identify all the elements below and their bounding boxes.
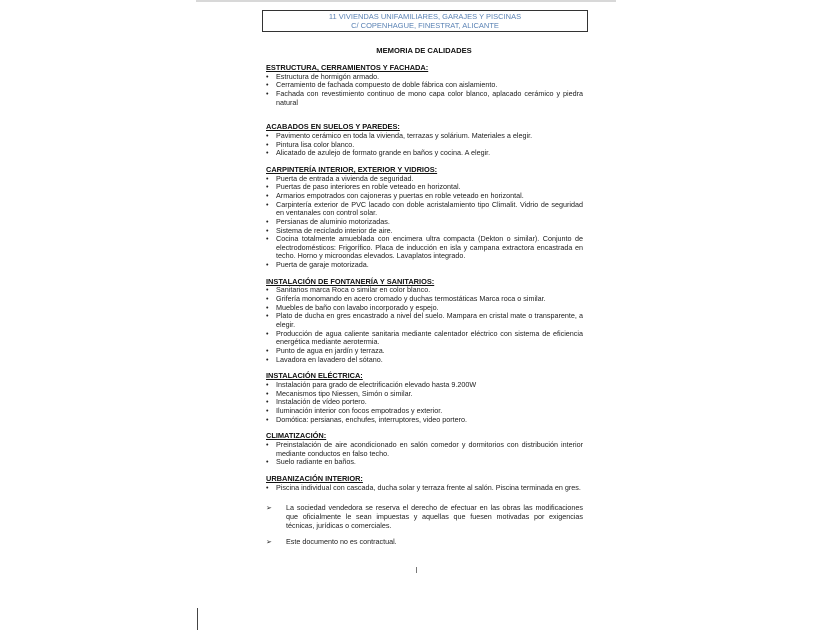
list-item: • Puertas de paso interiores en roble veteado en horizontal. [266, 183, 583, 192]
list-item: • Producción de agua caliente sanitaria mediante calentador eléctrico con sistema de eficiencia energética mediante aerotermia. [266, 330, 583, 347]
list-item: • Sanitarios marca Roca o similar en color blanco. [266, 286, 583, 295]
list-item: • Persianas de aluminio motorizadas. [266, 218, 583, 227]
list-item: • Punto de agua en jardín y terraza. [266, 347, 583, 356]
scan-edge-left [197, 608, 198, 630]
section-title: ESTRUCTURA, CERRAMIENTOS Y FACHADA: [266, 63, 429, 72]
list-item: • Domótica: persianas, enchufes, interruptores, video portero. [266, 416, 583, 425]
list-item: • Carpintería exterior de PVC lacado con doble acristalamiento tipo Climalit. Vidrio de seguridad en ventanales con control solar. [266, 201, 583, 218]
section-carpinteria [266, 166, 583, 270]
section-fontaneria [266, 278, 583, 365]
project-address: C/ COPENHAGUE, FINESTRAT, ALICANTE [351, 21, 499, 30]
document-title: MEMORIA DE CALIDADES [376, 46, 472, 55]
document-body [266, 64, 583, 547]
project-title: 11 VIVIENDAS UNIFAMILIARES, GARAJES Y PISCINAS [328, 12, 522, 21]
arrow-bullet-icon: ➢ [266, 503, 273, 513]
list-item: • Instalación de vídeo portero. [266, 398, 583, 407]
section-title: INSTALACIÓN DE FONTANERÍA Y SANITARIOS: [266, 276, 435, 286]
list-item: • Cocina totalmente amueblada con encimera ultra compacta (Dekton o similar). Conjunto de electrodomésticos: Frigorífico. Placa de inducción en isla y campana extractora encastrada en techo. Horno y microondas elevados. Lavaplatos integrado. [266, 235, 583, 261]
section-climatizacion [266, 432, 583, 467]
section-title: INSTALACIÓN ELÉCTRICA: [266, 371, 363, 381]
section-title: ACABADOS EN SUELOS Y PAREDES: [266, 122, 400, 132]
list-item: • Armarios empotrados con cajoneras y puertas en roble veteado en horizontal. [266, 192, 583, 201]
arrow-bullet-icon: ➢ [266, 537, 273, 547]
list-item: • Alicatado de azulejo de formato grande en baños y cocina. A elegir. [266, 149, 583, 158]
disclaimer-text: La sociedad vendedora se reserva el derecho de efectuar en las obras las modificaciones que oficialmente le sean impuestas y aquellas que fuesen motivadas por exigencias técnicas, jurídicas o comerciales. [286, 503, 583, 530]
section-electrica [266, 372, 583, 424]
list-item: • Preinstalación de aire acondicionado en salón comedor y dormitorios con distribución interior mediante conductos en falso techo. [266, 441, 583, 458]
list-item: • Piscina individual con cascada, ducha solar y terraza frente al salón. Piscina terminada en gres. [266, 484, 583, 493]
scan-edge-top [196, 0, 616, 2]
disclaimer-note [266, 504, 583, 530]
bullet-list [266, 484, 583, 493]
non-contractual-text: Este documento no es contractual. [286, 537, 397, 547]
bullet-list [266, 73, 583, 108]
list-item: • Plato de ducha en gres encastrado a nivel del suelo. Mampara en cristal mate o transparente, a elegir. [266, 312, 583, 329]
list-item: • Grifería monomando en acero cromado y duchas termostáticas Marca roca o similar. [266, 295, 583, 304]
list-item: • Pavimento cerámico en toda la vivienda, terrazas y solárium. Materiales a elegir. [266, 132, 583, 141]
list-item: • Puerta de garaje motorizada. [266, 261, 583, 270]
scan-stray-mark [416, 567, 417, 573]
section-title: CLIMATIZACIÓN: [266, 431, 327, 441]
list-item: • Lavadora en lavadero del sótano. [266, 356, 583, 365]
bullet-list [266, 441, 583, 467]
section-urbanizacion [266, 475, 583, 492]
list-item: • Muebles de baño con lavabo incorporado y espejo. [266, 304, 583, 313]
section-estructura [266, 64, 583, 107]
list-item: • Fachada con revestimiento continuo de mono capa color blanco, aplacado cerámico y piedra natural [266, 90, 583, 107]
list-item: • Estructura de hormigón armado. [266, 73, 583, 82]
section-acabados [266, 123, 583, 158]
bullet-list [266, 381, 583, 424]
list-item: • Cerramiento de fachada compuesto de doble fábrica con aislamiento. [266, 81, 583, 90]
list-item: • Instalación para grado de electrificación elevado hasta 9.200W [266, 381, 583, 390]
section-title: URBANIZACIÓN INTERIOR: [266, 473, 363, 483]
section-title: CARPINTERÍA INTERIOR, EXTERIOR Y VIDRIOS: [266, 164, 438, 174]
bullet-list [266, 175, 583, 270]
list-item: • Mecanismos tipo Niessen, Simón o similar. [266, 390, 583, 399]
list-item: • Suelo radiante en baños. [266, 458, 583, 467]
non-contractual-note [266, 538, 583, 547]
list-item: • Iluminación interior con focos empotrados y exterior. [266, 407, 583, 416]
list-item: • Pintura lisa color blanco. [266, 141, 583, 150]
list-item: • Sistema de reciclado interior de aire. [266, 227, 583, 236]
bullet-list [266, 286, 583, 364]
project-title-box [262, 10, 588, 32]
list-item: • Puerta de entrada a vivienda de seguridad. [266, 175, 583, 184]
bullet-list [266, 132, 583, 158]
